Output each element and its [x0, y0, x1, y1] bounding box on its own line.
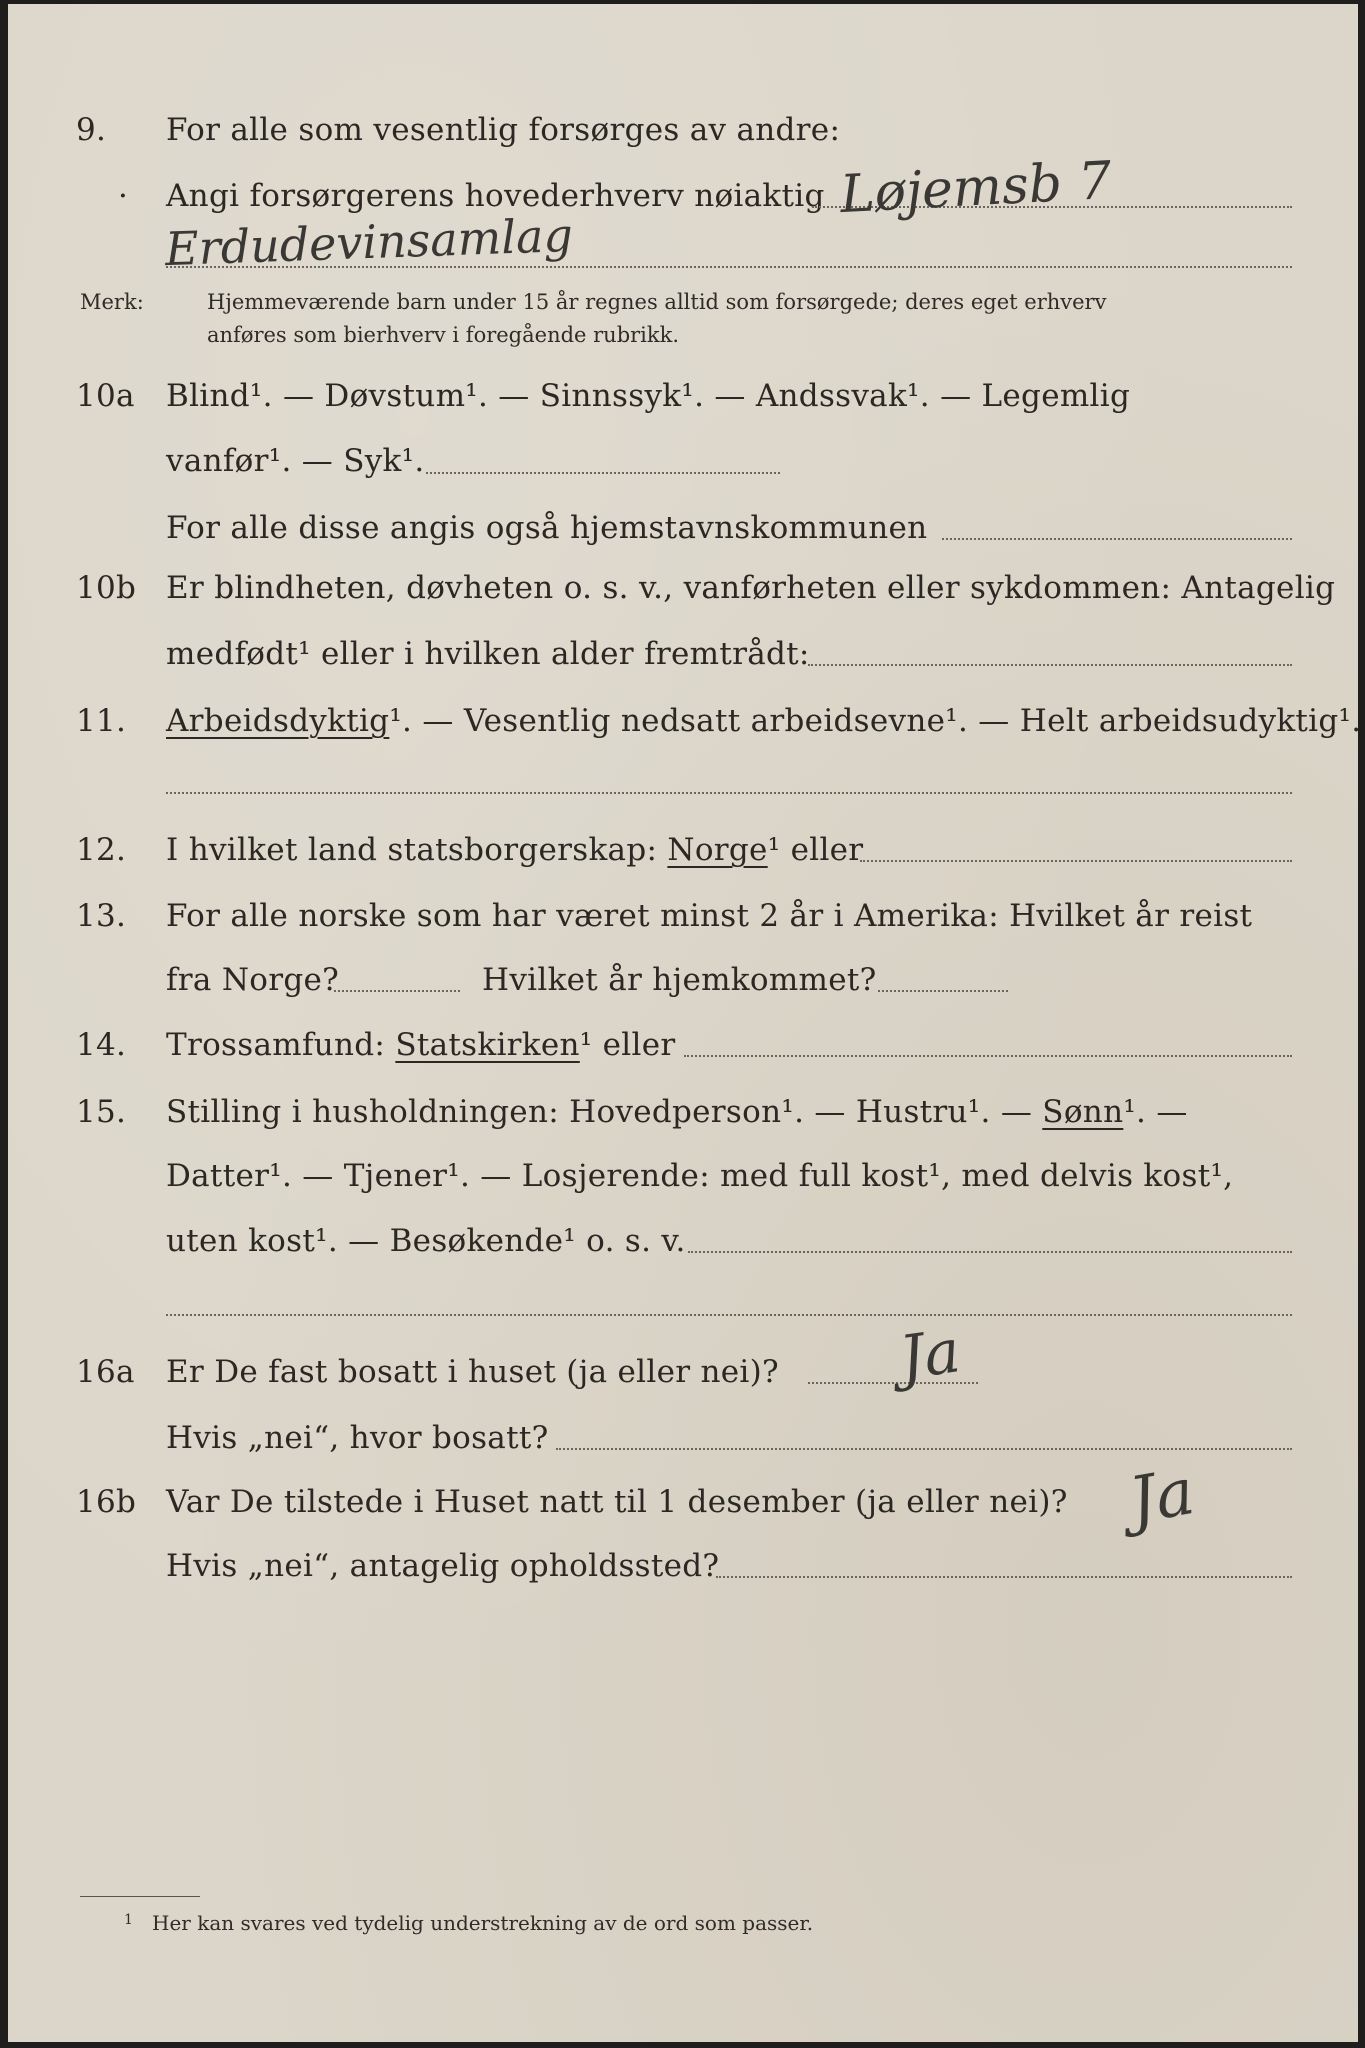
question-number: 14. — [76, 1027, 127, 1063]
answer-line — [716, 1576, 1292, 1578]
note-text: anføres som bierhverv i foregående rubrikk. — [207, 323, 680, 347]
question-number: 16a — [76, 1354, 135, 1390]
question-text: fra Norge? — [166, 962, 340, 998]
question-number: 9. — [76, 112, 107, 148]
question-number: 13. — [76, 898, 127, 934]
footnote-text: Her kan svares ved tydelig understrekning av de ord som passer. — [152, 1911, 814, 1935]
question-text-wrapper — [166, 1094, 1188, 1130]
question-text: Trossamfund: — [166, 1027, 386, 1063]
handwritten-answer: Løjemsb 7 — [838, 150, 1114, 226]
question-number: 12. — [76, 832, 127, 868]
question-text-wrapper — [166, 1027, 676, 1063]
question-text: For alle disse angis også hjemstavnskommunen — [166, 510, 928, 546]
answer-line — [684, 1055, 1292, 1057]
question-text: Stilling i husholdningen: Hovedperson¹. — Hustru¹. — — [166, 1094, 1033, 1130]
question-text: uten kost¹. — Besøkende¹ o. s. v. — [166, 1223, 686, 1259]
answer-line — [334, 990, 460, 992]
answer-line — [166, 792, 1292, 794]
bullet-mark: · — [118, 178, 129, 214]
answer-line — [860, 860, 1292, 862]
underlined-choice: Sønn — [1042, 1094, 1124, 1130]
answer-line — [878, 990, 1008, 992]
question-text: Hvilket år hjemkommet? — [482, 962, 877, 998]
note-label: Merk: — [80, 290, 144, 314]
question-text: Hvis „nei“, antagelig opholdssted? — [166, 1548, 720, 1584]
question-text: I hvilket land statsborgerskap: — [166, 832, 658, 868]
question-number: 10b — [76, 570, 137, 606]
handwritten-answer: Ja — [895, 1316, 965, 1394]
question-text: Hvis „nei“, hvor bosatt? — [166, 1420, 549, 1456]
question-text: Er blindheten, døvheten o. s. v., vanførheten eller sykdommen: Antagelig — [166, 570, 1336, 606]
underlined-choice: Arbeidsdyktig — [166, 703, 390, 739]
question-text: ¹ eller — [767, 832, 864, 868]
question-text: For alle som vesentlig forsørges av andre: — [166, 112, 841, 148]
footnote-divider — [80, 1896, 200, 1897]
question-text-wrapper — [166, 703, 1361, 739]
question-text: vanfør¹. — Syk¹. — [166, 443, 425, 479]
handwritten-answer: Erdudevinsamlag — [164, 207, 574, 277]
question-text: Er De fast bosatt i huset (ja eller nei)? — [166, 1354, 779, 1390]
footnote-mark: 1 — [124, 1912, 133, 1928]
question-text-wrapper — [166, 832, 863, 868]
question-number: 10a — [76, 378, 135, 414]
question-text: For alle norske som har været minst 2 år i Amerika: Hvilket år reist — [166, 898, 1253, 934]
handwritten-answer: Ja — [1124, 1455, 1200, 1539]
answer-line — [688, 1251, 1292, 1253]
question-text: medfødt¹ eller i hvilken alder fremtrådt: — [166, 636, 810, 672]
answer-line — [426, 472, 780, 474]
answer-line — [808, 664, 1292, 666]
note-text: Hjemmeværende barn under 15 år regnes alltid som forsørgede; deres eget erhverv — [207, 290, 1107, 314]
question-text: ¹. — Vesentlig nedsatt arbeidsevne¹. — Helt arbeidsudyktig¹. — [389, 703, 1362, 739]
question-text: Var De tilstede i Huset natt til 1 desember (ja eller nei)? — [166, 1484, 1068, 1520]
underlined-choice: Norge — [667, 832, 768, 868]
question-number: 15. — [76, 1094, 127, 1130]
underlined-choice: Statskirken — [395, 1027, 580, 1063]
question-text: ¹ eller — [579, 1027, 676, 1063]
answer-line — [166, 1314, 1292, 1316]
question-text: Blind¹. — Døvstum¹. — Sinnssyk¹. — Andssvak¹. — Legemlig — [166, 378, 1131, 414]
answer-line — [556, 1448, 1292, 1450]
question-text: Datter¹. — Tjener¹. — Losjerende: med full kost¹, med delvis kost¹, — [166, 1158, 1234, 1194]
question-number: 11. — [76, 703, 127, 739]
answer-line — [166, 266, 1292, 268]
question-number: 16b — [76, 1484, 137, 1520]
question-text: Angi forsørgerens hovederhverv nøiaktig — [166, 178, 825, 214]
answer-line — [942, 538, 1292, 540]
question-text: ¹. — — [1123, 1094, 1188, 1130]
